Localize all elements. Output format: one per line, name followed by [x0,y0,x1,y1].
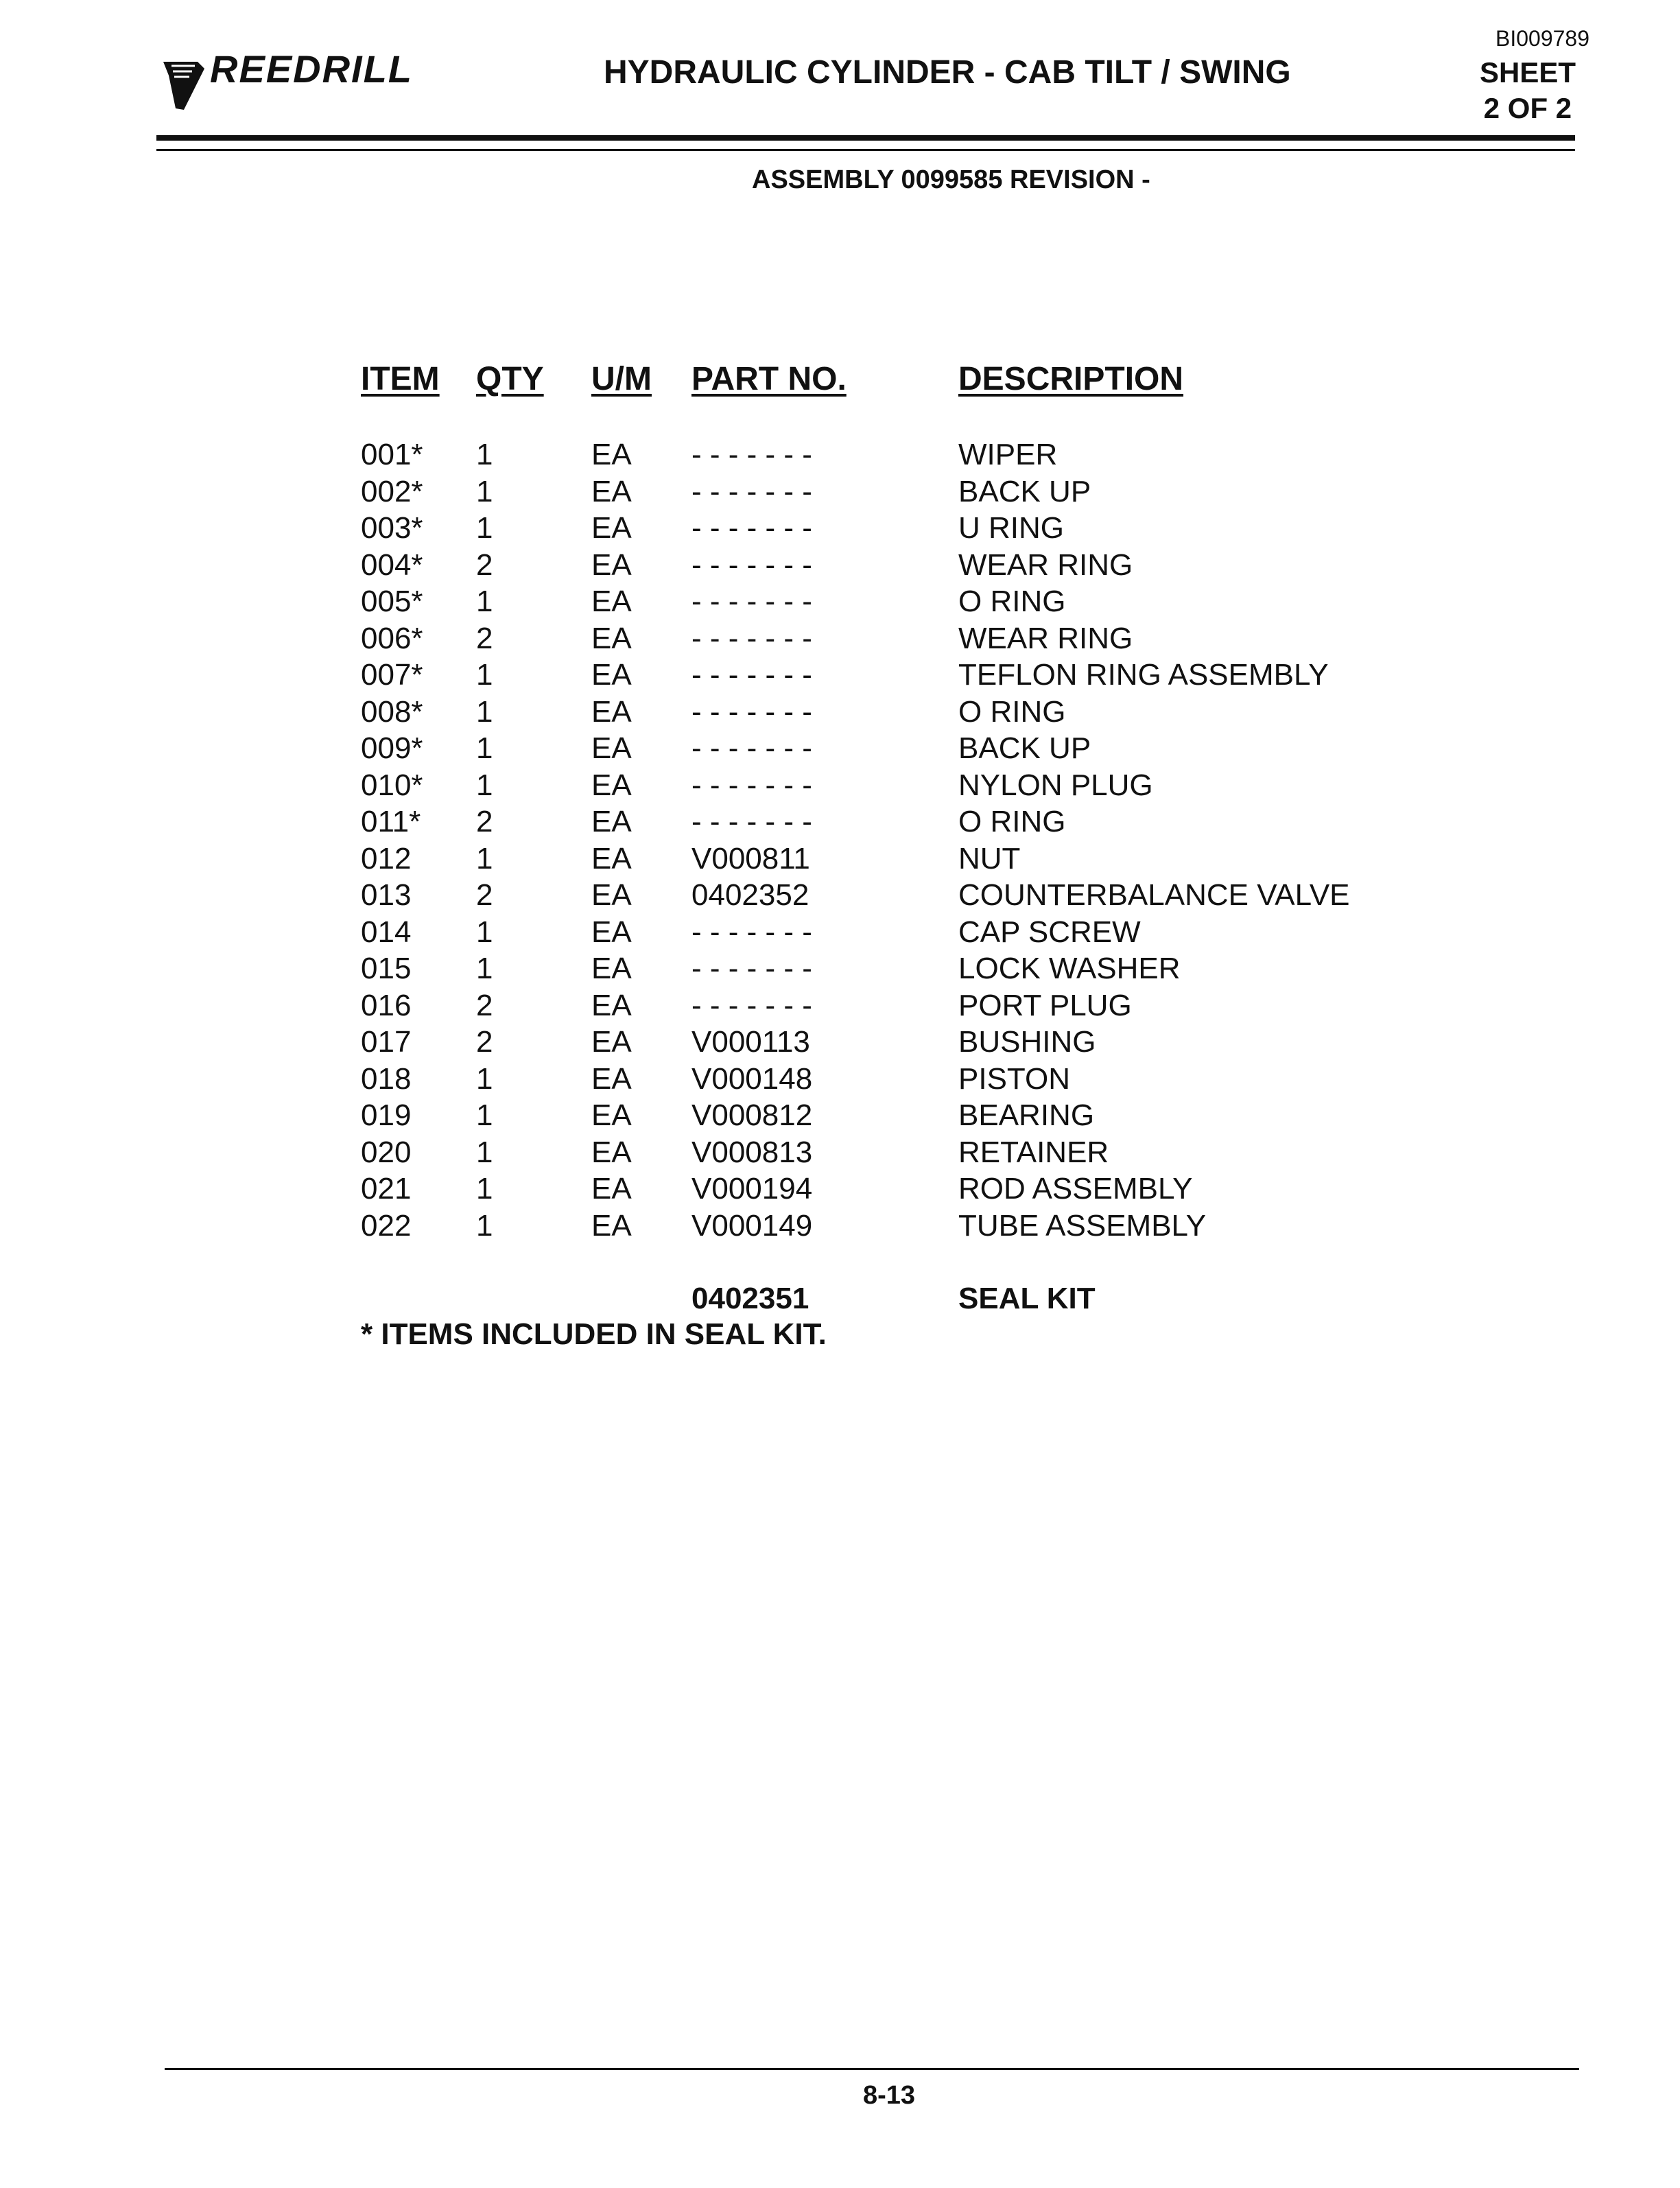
row-um: EA [591,915,632,949]
row-qty: 2 [476,988,493,1022]
row-description: PORT PLUG [958,988,1132,1022]
row-item: 003* [361,511,423,545]
table-row [361,1171,1390,1208]
footer-rule [165,2068,1579,2070]
row-part-no: - - - - - - - [691,915,812,949]
table-row [361,620,1390,657]
row-description: O RING [958,694,1066,729]
row-item: 014 [361,915,412,949]
row-description: WEAR RING [958,548,1133,582]
column-header-um: U/M [591,361,652,397]
table-row [361,767,1390,804]
table-row [361,694,1390,731]
row-item: 002* [361,474,423,508]
row-qty: 2 [476,805,493,838]
assembly-subtitle: ASSEMBLY 0099585 REVISION - [752,165,1150,194]
row-item: 012 [361,841,412,875]
row-part-no: - - - - - - - [691,768,812,802]
row-item: 005* [361,585,423,618]
row-qty: 1 [476,1061,493,1096]
row-part-no: - - - - - - - [691,731,812,765]
sheet-label: SHEET [1479,56,1576,89]
row-part-no: - - - - - - - [691,438,812,471]
row-description: BEARING [958,1098,1095,1132]
header-rule-thick [156,135,1575,141]
row-description: O RING [958,585,1066,618]
row-part-no: V000149 [691,1208,813,1243]
table-row [361,730,1390,767]
row-part-no: 0402352 [691,878,809,912]
row-qty: 1 [476,1172,493,1205]
seal-kit-note: * ITEMS INCLUDED IN SEAL KIT. [361,1317,827,1351]
row-item: 019 [361,1098,412,1132]
table-row [361,657,1390,694]
brand-name: REEDRILL [210,47,413,91]
row-item: 022 [361,1208,412,1243]
drill-bit-icon [156,48,211,114]
row-item: 013 [361,878,412,912]
row-description: TEFLON RING ASSEMBLY [958,658,1329,692]
seal-kit-section [361,1280,1390,1363]
row-um: EA [591,1025,632,1059]
row-um: EA [591,841,632,875]
row-part-no: V000813 [691,1135,813,1169]
table-row [361,1024,1390,1061]
table-row [361,510,1390,547]
row-part-no: V000812 [691,1098,813,1132]
row-part-no: - - - - - - - [691,548,812,582]
row-qty: 2 [476,548,493,582]
row-item: 010* [361,768,423,802]
row-um: EA [591,511,632,545]
row-um: EA [591,1135,632,1169]
table-row [361,803,1390,840]
row-item: 001* [361,438,423,471]
row-um: EA [591,474,632,508]
row-qty: 1 [476,731,493,765]
row-qty: 1 [476,768,493,802]
row-um: EA [591,878,632,912]
table-row [361,1208,1390,1245]
row-um: EA [591,548,632,582]
column-header-item: ITEM [361,361,440,397]
row-qty: 2 [476,621,493,655]
table-row [361,840,1390,878]
row-description: BACK UP [958,731,1091,765]
row-item: 017 [361,1025,412,1059]
row-qty: 1 [476,1098,493,1132]
row-qty: 1 [476,474,493,508]
row-um: EA [591,1061,632,1096]
row-qty: 2 [476,1025,493,1059]
row-item: 008* [361,694,423,729]
table-row [361,583,1390,620]
table-row [361,1097,1390,1134]
row-description: TUBE ASSEMBLY [958,1208,1207,1243]
row-description: WEAR RING [958,621,1133,655]
row-um: EA [591,768,632,802]
row-description: WIPER [958,438,1058,471]
row-qty: 1 [476,694,493,729]
row-um: EA [591,585,632,618]
table-row [361,987,1390,1024]
row-description: O RING [958,805,1066,838]
row-description: PISTON [958,1061,1071,1096]
row-description: COUNTERBALANCE VALVE [958,878,1350,912]
row-description: CAP SCREW [958,915,1141,949]
row-item: 009* [361,731,423,765]
row-part-no: - - - - - - - [691,988,812,1022]
row-part-no: V000811 [691,841,810,875]
table-row [361,877,1390,914]
row-part-no: V000148 [691,1061,813,1096]
row-um: EA [591,694,632,729]
row-part-no: - - - - - - - [691,805,812,838]
column-header-description: DESCRIPTION [958,361,1184,397]
row-part-no: V000113 [691,1025,810,1059]
row-item: 004* [361,548,423,582]
column-header-qty: QTY [476,361,544,397]
seal-kit-part-no: 0402351 [691,1282,809,1315]
page-title: HYDRAULIC CYLINDER - CAB TILT / SWING [604,54,1291,91]
row-description: ROD ASSEMBLY [958,1172,1193,1205]
row-item: 011* [361,805,421,838]
row-part-no: - - - - - - - [691,658,812,692]
row-um: EA [591,438,632,471]
row-item: 021 [361,1172,412,1205]
row-description: BACK UP [958,474,1091,508]
parts-table-body [361,436,1390,1244]
row-item: 015 [361,952,412,985]
table-row [361,1134,1390,1171]
table-row [361,547,1390,584]
row-um: EA [591,621,632,655]
row-um: EA [591,1172,632,1205]
row-description: U RING [958,511,1064,545]
row-description: NUT [958,841,1021,875]
row-item: 018 [361,1061,412,1096]
column-header-part-no: PART NO. [691,361,847,397]
row-qty: 1 [476,1135,493,1169]
row-part-no: - - - - - - - [691,511,812,545]
table-row [361,473,1390,510]
row-part-no: - - - - - - - [691,474,812,508]
row-qty: 1 [476,658,493,692]
row-part-no: V000194 [691,1172,813,1205]
row-description: RETAINER [958,1135,1109,1169]
page-number: 8-13 [863,2081,916,2110]
sheet-value: 2 OF 2 [1483,92,1572,124]
row-um: EA [591,1098,632,1132]
row-um: EA [591,988,632,1022]
row-qty: 1 [476,438,493,471]
row-description: BUSHING [958,1025,1096,1059]
row-qty: 1 [476,1208,493,1243]
row-qty: 1 [476,841,493,875]
row-description: LOCK WASHER [958,952,1181,985]
row-item: 006* [361,621,423,655]
row-qty: 1 [476,915,493,949]
sheet-indicator [1480,55,1576,126]
row-part-no: - - - - - - - [691,585,812,618]
row-um: EA [591,952,632,985]
row-description: NYLON PLUG [958,768,1153,802]
row-item: 007* [361,658,423,692]
row-qty: 1 [476,585,493,618]
row-um: EA [591,1208,632,1243]
row-qty: 2 [476,878,493,912]
row-part-no: - - - - - - - [691,952,812,985]
table-row [361,436,1390,473]
seal-kit-description: SEAL KIT [958,1282,1096,1315]
table-row [361,1061,1390,1098]
document-id: BI009789 [1495,26,1589,51]
row-part-no: - - - - - - - [691,621,812,655]
row-part-no: - - - - - - - [691,694,812,729]
table-row [361,914,1390,951]
row-um: EA [591,658,632,692]
table-row [361,950,1390,987]
header-rule-thin [156,149,1575,151]
row-qty: 1 [476,952,493,985]
brand-logo [156,45,413,114]
row-item: 020 [361,1135,412,1169]
row-qty: 1 [476,511,493,545]
row-item: 016 [361,988,412,1022]
row-um: EA [591,731,632,765]
row-um: EA [591,805,632,838]
